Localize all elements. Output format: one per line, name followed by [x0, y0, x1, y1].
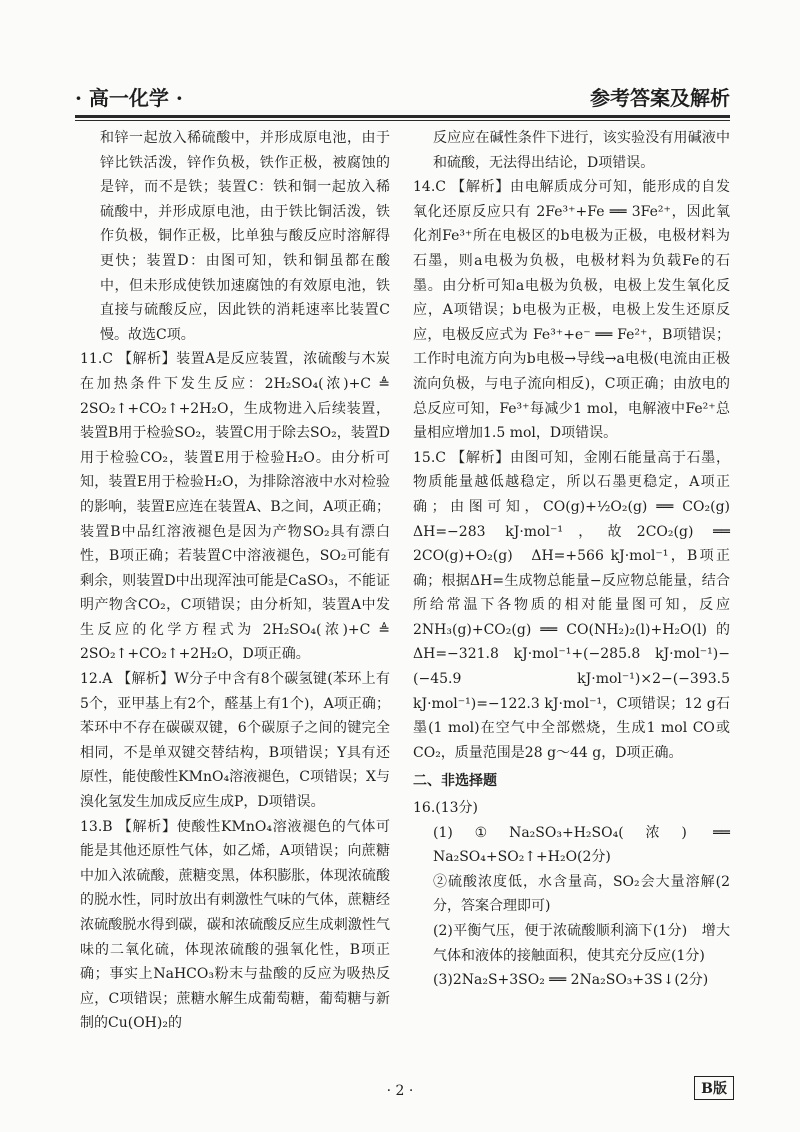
- answer-11: 11.C 【解析】装置A是反应装置，浓硫酸与木炭在加热条件下发生反应：2H₂SO₄(浓)+C ≜ 2SO₂↑+CO₂↑+2H₂O，生成物进入后续装置，装置B用于检验SO₂，装置C用于除去SO₂，装置D用于检验CO₂，装置E用于检验H₂O。由分析可知，装置E用于检验H₂O，为排除溶液中水对检验的影响，装置E应连在装置A、B之间，A项正确；装置B中品红溶液褪色是因为产物SO₂具有漂白性，B项正确；若装置C中溶液褪色，SO₂可能有剩余，则装置D中出现浑浊可能是CaSO₃，不能证明产物含CO₂，C项错误；由分析知，装置A中发生反应的化学方程式为 2H₂SO₄(浓)+C ≜ 2SO₂↑+CO₂↑+2H₂O，D项正确。: [80, 351, 390, 663]
- answer-13: 13.B 【解析】使酸性KMnO₄溶液褪色的气体可能是其他还原性气体，如乙烯，A项错误；向蔗糖中加入浓硫酸，蔗糖变黑，体积膨胀，体现浓硫酸的脱水性，同时放出有刺激性气味的气体，蔗糖经浓硫酸脱水得到碳，碳和浓硫酸反应生成刺激性气味的二氧化硫，体现浓硫酸的强氧化性，B项正确；事实上NaHCO₃粉末与盐酸的反应为吸热反应，C项错误；蔗糖水解生成葡萄糖，葡萄糖与新制的Cu(OH)₂的: [80, 818, 390, 1032]
- section-heading: 二、非选择题: [413, 773, 497, 790]
- continued-paragraph-right: 反应应在碱性条件下进行，该实验没有用碱液中和硫酸，无法得出结论，D项错误。: [433, 130, 730, 171]
- answer-16-2: (2)平衡气压，便于浓硫酸顺利滴下(1分) 增大气体和液体的接触面积，使其充分反应(1分): [433, 923, 730, 964]
- answer-15: 15.C 【解析】由图可知，金刚石能量高于石墨，物质能量越低越稳定，所以石墨更稳定，A项正确；由图可知，CO(g)+½O₂(g) ══ CO₂(g) ΔH=−283 kJ·mol⁻¹，故2CO₂(g) ══ 2CO(g)+O₂(g) ΔH=+566 kJ·mol⁻¹，B项正确；根据ΔH=生成物总能量−反应物总能量，结合所给常温下各物质的相对能量图可知，反应 2NH₃(g)+CO₂(g) ══ CO(NH₂)₂(l)+H₂O(l) 的 ΔH=−321.8 kJ·mol⁻¹+(−285.8 kJ·mol⁻¹)−(−45.9 kJ·mol⁻¹)×2−(−393.5 kJ·mol⁻¹)=−122.3 kJ·mol⁻¹，C项错误；12 g石墨(1 mol)在空气中全部燃烧，生成1 mol CO或CO₂，质量范围是28 g～44 g，D项正确。: [413, 449, 744, 761]
- right-column: [413, 126, 744, 993]
- header-rule-thick: [75, 115, 730, 118]
- page-number: · 2 ·: [386, 1083, 414, 1099]
- version-badge: B版: [694, 1076, 734, 1100]
- question-16-title: 16.(13分): [413, 800, 479, 817]
- subject-label: · 高一化学 ·: [75, 86, 183, 110]
- answer-14: 14.C 【解析】由电解质成分可知，能形成的自发氧化还原反应只有 2Fe³⁺+Fe ══ 3Fe²⁺，因此氧化剂Fe³⁺所在电极区的b电极为正极，电极材料为石墨，则a电极为负极，电极材料为负载Fe的石墨。由分析可知a电极为负极，电极上发生氧化反应，A项错误；b电极为正极，电极上发生还原反应，电极反应式为 Fe³⁺+e⁻ ══ Fe²⁺，B项错误；工作时电流方向为b电极→导线→a电极(电流由正极流向负极，与电子流向相反)，C项正确；由放电的总反应可知，Fe³⁺每减少1 mol，电解液中Fe²⁺总量相应增加1.5 mol，D项错误。: [413, 179, 730, 442]
- answer-16-1-2: ②硫酸浓度低，水含量高，SO₂会大量溶解(2分，答案合理即可): [433, 873, 730, 915]
- answer-16-1-1: (1)①Na₂SO₃+H₂SO₄(浓) ══ Na₂SO₄+SO₂↑+H₂O(2分): [433, 824, 730, 866]
- left-column: [80, 126, 390, 1036]
- page-header: [75, 82, 730, 112]
- answer-16-3: (3)2Na₂S+3SO₂ ══ 2Na₂SO₃+3S↓(2分): [433, 972, 709, 989]
- header-title: 参考答案及解析: [590, 86, 730, 110]
- header-rule-thin: [75, 120, 730, 121]
- continued-paragraph: 和锌一起放入稀硫酸中，并形成原电池，由于锌比铁活泼，锌作负极，铁作正极，被腐蚀的是锌，而不是铁；装置C：铁和铜一起放入稀硫酸中，并形成原电池，由于铁比铜活泼，铁作负极，铜作正极，比单独与酸反应时溶解得更快；装置D：由图可知，铁和铜虽都在酸中，但未形成使铁加速腐蚀的有效原电池，铁直接与硫酸反应，因此铁的消耗速率比装置C慢。故选C项。: [100, 130, 390, 343]
- answer-12: 12.A 【解析】W分子中含有8个碳氢键(苯环上有5个，亚甲基上有2个，醛基上有1个)，A项正确；苯环中不存在碳碳双键，6个碳原子之间的键完全相同，不是单双键交替结构，B项错误；Y具有还原性，能使酸性KMnO₄溶液褪色，C项错误；X与溴化氢发生加成反应生成P，D项错误。: [80, 671, 390, 811]
